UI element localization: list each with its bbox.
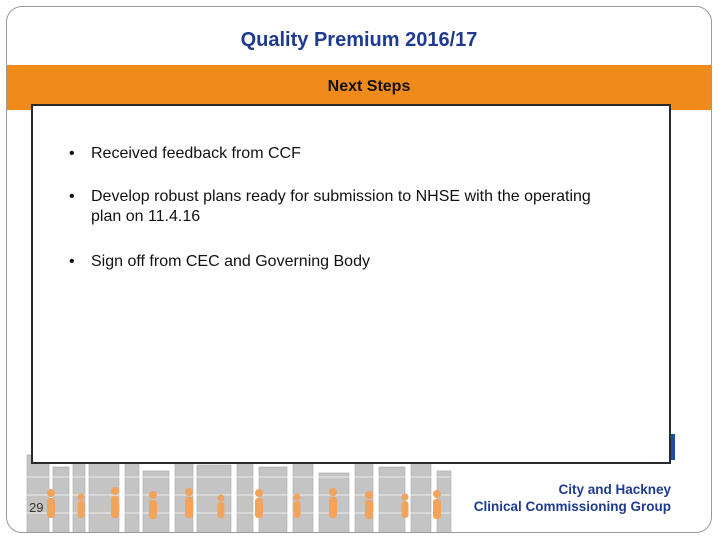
bullet-text: Develop robust plans ready for submission to NHSE with the operating plan on 11.4.16 [91, 188, 591, 225]
bullet-marker: • [69, 253, 75, 270]
organization-logo [474, 481, 671, 515]
bullet-item [69, 252, 611, 272]
page-number: 29 [29, 500, 44, 515]
slide-subtitle: Next Steps [327, 78, 411, 95]
bullet-item [69, 187, 611, 227]
logo-line-1: City and Hackney [558, 482, 671, 497]
logo-line-2: Clinical Commissioning Group [473, 499, 671, 514]
bullet-text: Received feedback from CCF [91, 145, 301, 162]
content-box [31, 104, 671, 464]
slide [6, 6, 712, 533]
bullet-marker: • [69, 145, 75, 162]
bullet-marker: • [69, 188, 75, 205]
slide-title: Quality Premium 2016/17 [240, 29, 478, 51]
bullet-item [69, 144, 611, 164]
bullet-text: Sign off from CEC and Governing Body [91, 253, 370, 270]
